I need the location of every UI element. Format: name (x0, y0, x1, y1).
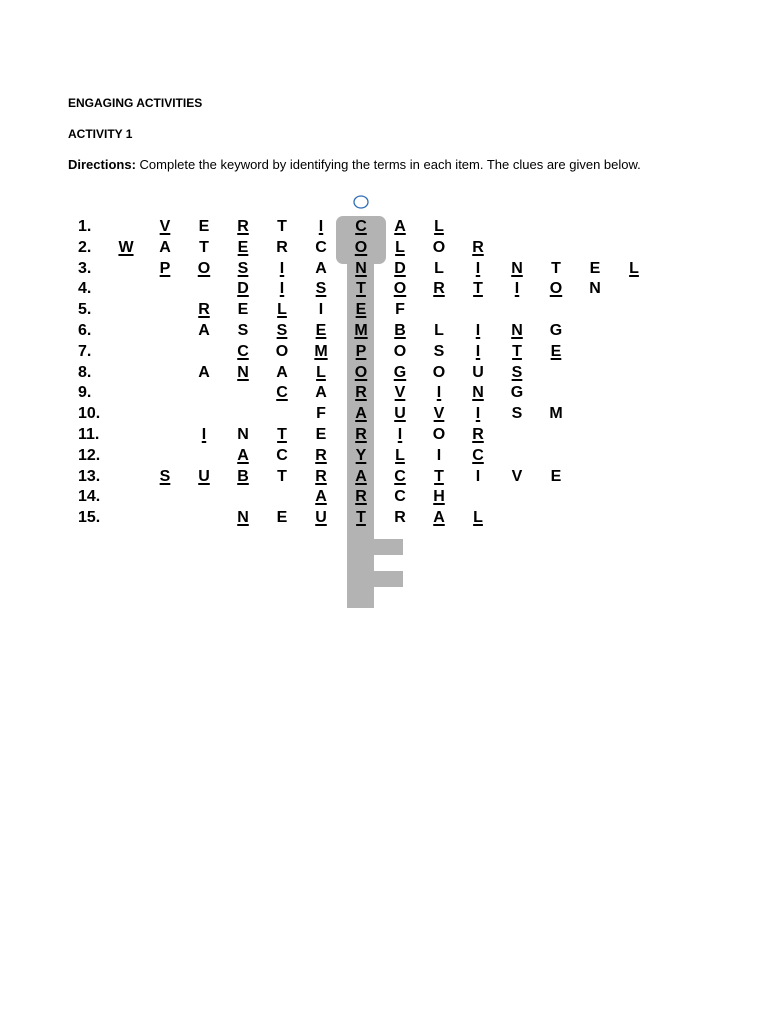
puzzle-letter: N (511, 259, 523, 277)
keyword-letter: A (315, 488, 327, 506)
puzzle-letter: T (356, 280, 366, 298)
puzzle-letter: G (393, 363, 407, 381)
puzzle-letter: N (589, 280, 601, 298)
puzzle-letter: G (510, 384, 524, 402)
key-ring-icon (354, 196, 368, 208)
puzzle-letter: A (355, 405, 367, 423)
puzzle-letter: A (355, 467, 367, 485)
row-number: 6. (78, 322, 92, 339)
puzzle-letter: N (511, 322, 523, 339)
row-number: 14. (78, 488, 101, 506)
puzzle-letter: L (395, 238, 405, 256)
puzzle-letter: T (356, 509, 366, 527)
keyword-letter: I (318, 301, 324, 319)
puzzle-letter: H (433, 488, 445, 506)
keyword-letter: M (314, 342, 328, 360)
puzzle-letter: O (393, 342, 407, 360)
keyword-letter: E (315, 322, 327, 339)
puzzle-letter: V (511, 467, 523, 485)
puzzle-letter: L (395, 446, 405, 464)
row-number: 2. (78, 238, 92, 256)
directions-text: Complete the keyword by identifying the terms in each item. The clues are given below. (139, 157, 641, 172)
puzzle-letter: P (355, 342, 367, 360)
puzzle-letter: C (355, 218, 367, 235)
row-number: 15. (78, 509, 101, 527)
puzzle-letter: E (550, 467, 562, 485)
puzzle-letter: D (237, 280, 249, 298)
puzzle-letter: S (237, 259, 249, 277)
puzzle-letter: C (276, 446, 288, 464)
puzzle-letter: T (277, 218, 287, 235)
puzzle-letter: I (201, 426, 207, 443)
puzzle-letter: W (118, 238, 134, 256)
puzzle-letter: O (354, 238, 368, 256)
puzzle-letter: E (355, 301, 367, 319)
puzzle-letter: A (394, 218, 406, 235)
puzzle-letter: R (198, 301, 210, 319)
activity-title: ACTIVITY 1 (68, 127, 133, 141)
keyword-letter: A (315, 259, 327, 277)
row-number: 1. (78, 218, 92, 235)
puzzle-letter: O (197, 259, 211, 277)
puzzle-letter: L (434, 322, 444, 339)
puzzle-letter: O (275, 342, 289, 360)
row-number: 4. (78, 280, 92, 298)
puzzle-letter: T (277, 426, 287, 443)
puzzle-letter: E (198, 218, 210, 235)
puzzle-letter: R (394, 509, 406, 527)
puzzle-letter: B (237, 467, 249, 485)
puzzle-letter: E (589, 259, 601, 277)
puzzle-letter: R (237, 218, 249, 235)
puzzle-letter: I (475, 342, 481, 360)
puzzle-letter: I (475, 322, 481, 339)
keyword-letter: F (316, 405, 326, 423)
row-number: 9. (78, 384, 92, 402)
puzzle-letter: D (394, 259, 406, 277)
puzzle-letter: R (355, 384, 367, 402)
puzzle-letter: R (355, 426, 367, 443)
puzzle-letter: C (237, 342, 249, 360)
puzzle-letter: O (393, 280, 407, 298)
puzzle-letter: V (433, 405, 445, 423)
puzzle-letter: R (472, 426, 484, 443)
puzzle-letter: R (433, 280, 445, 298)
puzzle-letter: A (237, 446, 249, 464)
puzzle-letter: T (277, 467, 287, 485)
keyword-letter: R (315, 446, 327, 464)
puzzle-letter: S (433, 342, 445, 360)
puzzle-letter: I (475, 467, 481, 485)
puzzle-letter: T (551, 259, 561, 277)
puzzle-letter: O (354, 363, 368, 381)
puzzle-letter: M (549, 405, 563, 423)
puzzle-letter: I (279, 259, 285, 277)
puzzle-letter: O (432, 426, 446, 443)
puzzle-letter: O (432, 238, 446, 256)
puzzle-letter: U (394, 405, 406, 423)
puzzle-letter: B (394, 322, 406, 339)
keyword-letter: R (315, 467, 327, 485)
puzzle-letter: N (237, 426, 249, 443)
puzzle-letter: L (473, 509, 483, 527)
row-number: 8. (78, 363, 92, 381)
puzzle-letter: S (237, 322, 249, 339)
key-tooth-upper (347, 539, 403, 555)
puzzle-letter: U (472, 363, 484, 381)
row-number: 10. (78, 405, 101, 423)
puzzle-letter: F (395, 301, 405, 319)
puzzle-letter: T (199, 238, 209, 256)
key-tooth-lower (347, 571, 403, 587)
puzzle-letter: S (511, 405, 523, 423)
puzzle-letter: A (276, 363, 288, 381)
puzzle-letter: M (354, 322, 368, 339)
puzzle-letter: P (159, 259, 171, 277)
puzzle-letter: L (277, 301, 287, 319)
puzzle-letter: T (512, 342, 522, 360)
puzzle-letter: O (549, 280, 563, 298)
puzzle-letter: N (355, 259, 367, 277)
row-number: 11. (78, 426, 100, 443)
puzzle-letter: L (629, 259, 639, 277)
keyword-letter: S (315, 280, 327, 298)
puzzle-letter: Y (355, 446, 367, 464)
puzzle-letter: A (198, 363, 210, 381)
row-number: 3. (78, 259, 92, 277)
puzzle-letter: N (472, 384, 484, 402)
puzzle-letter: N (237, 363, 249, 381)
keyword-letter: L (316, 363, 326, 381)
puzzle-letter: L (434, 218, 444, 235)
puzzle-letter: A (433, 509, 445, 527)
puzzle-letter: V (394, 384, 406, 402)
keyword-letter: C (315, 238, 327, 256)
puzzle-letter: V (159, 218, 171, 235)
puzzle-letter: I (436, 446, 442, 464)
puzzle-letter: N (237, 509, 249, 527)
puzzle-letter: I (514, 280, 520, 298)
puzzle-letter: S (511, 363, 523, 381)
puzzle-letter: E (237, 301, 249, 319)
puzzle-letter: R (276, 238, 288, 256)
puzzle-letter: I (475, 405, 481, 423)
keyword-letter: I (318, 218, 324, 235)
puzzle-letter: C (472, 446, 484, 464)
puzzle-letter: C (276, 384, 288, 402)
puzzle-letter: C (394, 467, 406, 485)
row-number: 13. (78, 467, 101, 485)
puzzle-letter: I (279, 280, 285, 298)
puzzle-letter: I (397, 426, 403, 443)
puzzle-letter: C (394, 488, 406, 506)
row-number: 5. (78, 301, 92, 319)
puzzle-letter: E (550, 342, 562, 360)
puzzle-letter: S (159, 467, 171, 485)
puzzle-letter: U (198, 467, 210, 485)
puzzle-letter: E (237, 238, 249, 256)
puzzle-letter: E (276, 509, 288, 527)
keyword-letter: A (315, 384, 327, 402)
directions-label: Directions: (68, 157, 136, 172)
puzzle-letter: I (436, 384, 442, 402)
puzzle-letter: O (432, 363, 446, 381)
puzzle-letter: T (434, 467, 444, 485)
row-number: 12. (78, 446, 101, 464)
puzzle-letter: A (159, 238, 171, 256)
row-number: 7. (78, 342, 92, 360)
page-heading: ENGAGING ACTIVITIES (68, 96, 203, 110)
puzzle-letter: S (276, 322, 288, 339)
puzzle-letter: L (434, 259, 444, 277)
keyword-letter: E (315, 426, 327, 443)
puzzle-letter: T (473, 280, 483, 298)
keyword-letter: U (315, 509, 327, 527)
puzzle-letter: A (198, 322, 210, 339)
puzzle-letter: R (355, 488, 367, 506)
puzzle-letter: I (475, 259, 481, 277)
puzzle-letter: G (549, 322, 563, 339)
puzzle-letter: R (472, 238, 484, 256)
